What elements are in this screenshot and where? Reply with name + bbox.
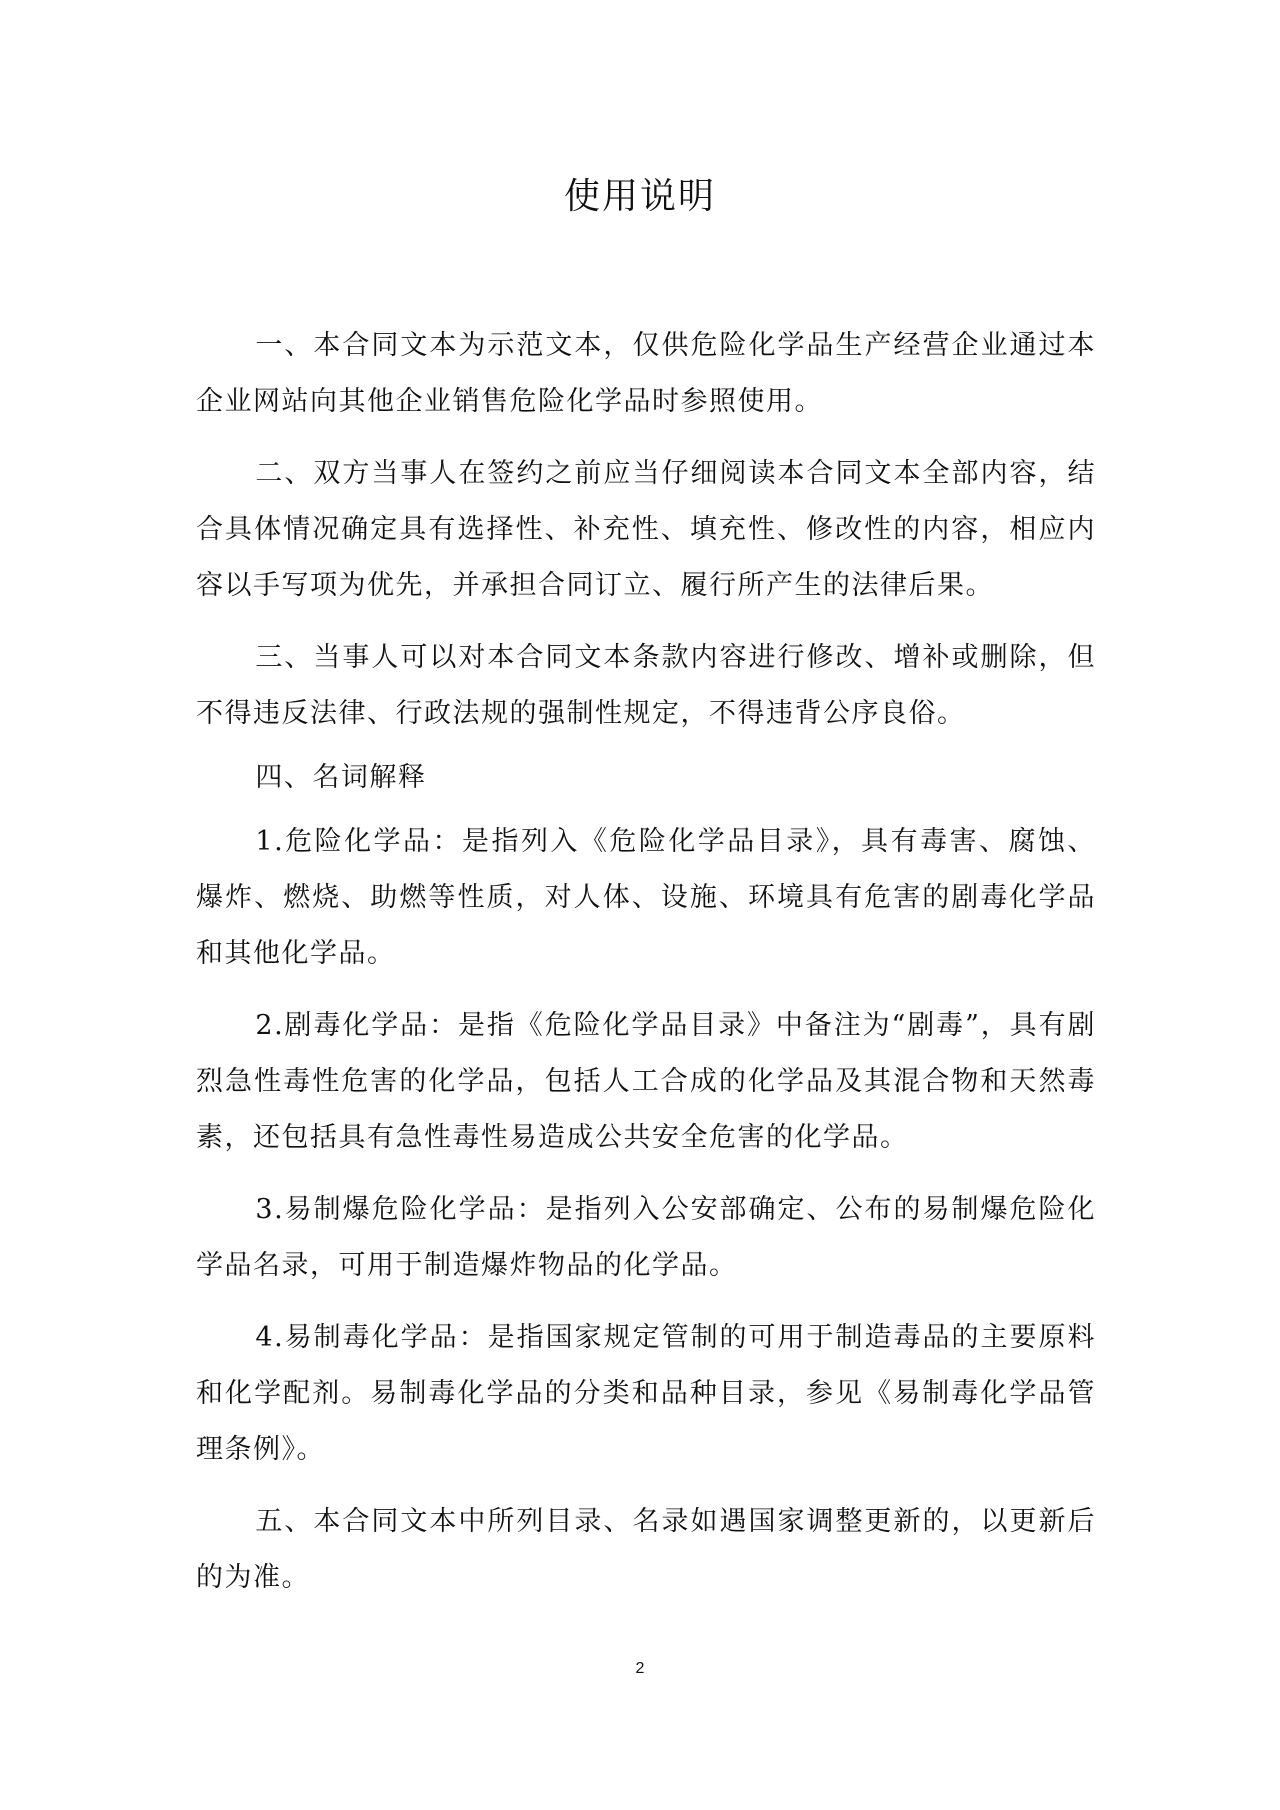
definition-2: 2.剧毒化学品：是指《危险化学品目录》中备注为“剧毒”，具有剧烈急性毒性危害的化学品，包括人工合成的化学品及其混合物和天然毒素，还包括具有急性毒性易造成公共安全危害的化学品。: [196, 1010, 1096, 1153]
definition-1: 1.危险化学品：是指列入《危险化学品目录》，具有毒害、腐蚀、爆炸、燃烧、助燃等性质，对人体、设施、环境具有危害的剧毒化学品和其他化学品。: [196, 826, 1096, 969]
page-title: 使用说明: [563, 176, 716, 217]
paragraph-4-heading: 四、名词解释: [255, 762, 427, 793]
document-body: [196, 318, 1096, 1606]
definition-3: 3.易制爆危险化学品：是指列入公安部确定、公布的易制爆危险化学品名录，可用于制造爆炸物品的化学品。: [196, 1194, 1096, 1281]
paragraph-3: 三、当事人可以对本合同文本条款内容进行修改、增补或删除，但不得违反法律、行政法规的强制性规定，不得违背公序良俗。: [196, 642, 1096, 729]
page-number: 2: [635, 1660, 645, 1677]
definition-4: 4.易制毒化学品：是指国家规定管制的可用于制造毒品的主要原料和化学配剂。易制毒化学品的分类和品种目录，参见《易制毒化学品管理条例》。: [196, 1322, 1096, 1465]
paragraph-2: 二、双方当事人在签约之前应当仔细阅读本合同文本全部内容，结合具体情况确定具有选择性、补充性、填充性、修改性的内容，相应内容以手写项为优先，并承担合同订立、履行所产生的法律后果。: [196, 458, 1096, 601]
paragraph-1: 一、本合同文本为示范文本，仅供危险化学品生产经营企业通过本企业网站向其他企业销售危险化学品时参照使用。: [196, 330, 1096, 417]
paragraph-5: 五、本合同文本中所列目录、名录如遇国家调整更新的，以更新后的为准。: [196, 1506, 1096, 1593]
